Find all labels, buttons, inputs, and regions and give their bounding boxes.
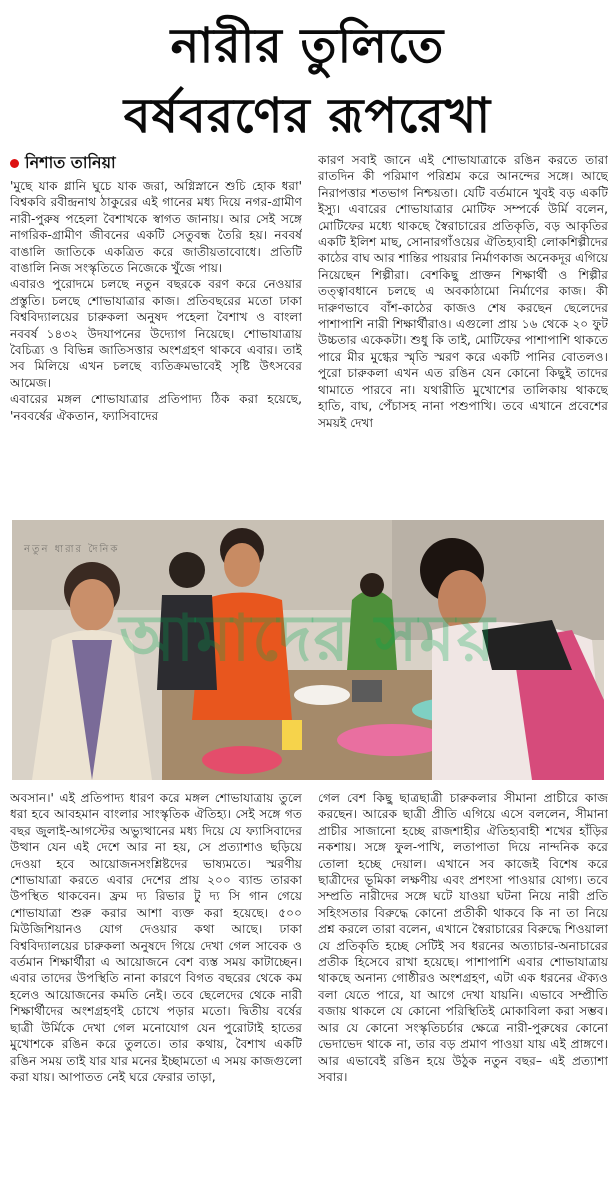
article-photo — [12, 520, 604, 780]
author-name: নিশাত তানিয়া — [25, 153, 116, 172]
article-column-4 — [318, 790, 608, 1186]
article-text-col-1: 'মুছে যাক গ্লানি ঘুচে যাক জরা, অগ্নিস্নানে শুচি হোক ধরা' বিশ্বকবি রবীন্দ্রনাথ ঠাকুরের এই গানের মধ্য দিয়ে নগর-গ্রামীণ নারী-পুরুষ পহেলা বৈশাখকে স্বাগত জানায়। আর সেই সঙ্গে নাগরিক-গ্রামীণ জীবনের একটি সেতুবন্ধ তৈরি হয়। নববর্ষ বাঙালি জাতিকে একত্রিত করে জাতীয়তাবোধে। প্রতিটি বাঙালি নিজ সংস্কৃতিতে নিজেকে খুঁজে পায়। এবারও পুরোদমে চলছে নতুন বছরকে বরণ করে নেওয়ার প্রস্তুতি। চলছে শোভাযাত্রার কাজ। প্রতিবছরের মতো ঢাকা বিশ্ববিদ্যালয়ের চারুকলা অনুষদ পহেলা বৈশাখ ও বাংলা নববর্ষ ১৪৩২ উদযাপনের উদ্যোগ নিয়েছে। শোভাযাত্রায় বৈচিত্র্য ও বিভিন্ন জাতিসত্তার অংশগ্রহণ থাকবে এবার। তাই সব মিলিয়ে এখন চলছে ব্যতিক্রমভাবেই সৃষ্টি উৎসবের আমেজ। এবারের মঙ্গল শোভাযাত্রার প্রতিপাদ্য ঠিক করা হয়েছে, 'নববর্ষের ঐকতান, ফ্যাসিবাদের — [10, 179, 302, 423]
headline-line-2: বর্ষবরণের রূপরেখা — [123, 88, 492, 144]
article-column-1 — [10, 178, 302, 518]
watermark-tagline: নতুন ধারার দৈনিক — [24, 544, 120, 555]
article-column-3 — [10, 790, 302, 1186]
headline-line-1: নারীর তুলিতে — [170, 18, 445, 74]
byline — [10, 150, 116, 177]
newspaper-watermark: আমাদের সময় — [119, 602, 497, 676]
article-text-col-3: অবসান।' এই প্রতিপাদ্য ধারণ করে মঙ্গল শোভাযাত্রায় তুলে ধরা হবে আবহমান বাংলার সাংস্কৃতিক ঐতিহ্য। সেই সঙ্গে গত বছর জুলাই-আগস্টের অভ্যুত্থানের মধ্য দিয়ে যে ফ্যাসিবাদের উত্থান যেন এই দেশে আর না হয়, সে প্রত্যাশাও ছড়িয়ে দেওয়া হবে আয়োজনসংশ্লিষ্টদের ভাষ্যমতে। স্মরণীয় শোভাযাত্রা করতে এবার দেশের প্রায় ২০০ ব্যান্ড তারকা উপস্থিত থাকবেন। ফ্রম দ্য রিভার টু দ্য সি গান গেয়ে শোভাযাত্রা শুরু করার আশা ব্যক্ত করা হয়েছে। ৫০০ মিউজিশিয়ানও যোগ দেওয়ার কথা আছে। ঢাকা বিশ্ববিদ্যালয়ের চারুকলা অনুষদে গিয়ে দেখা গেল সাবেক ও বর্তমান শিক্ষার্থীরা এ আয়োজনে বেশ ব্যস্ত সময় কাটাচ্ছেন। এবার তাদের উপস্থিতি নানা কারণে বিগত বছরের থেকে কম হলেও আয়োজনের কমতি নেই। তবে ছেলেদের থেকে নারী শিক্ষার্থীদের অংশগ্রহণই চোখে পড়ার মতো। দ্বিতীয় বর্ষের ছাত্রী উর্মিকে দেখা গেল মনোযোগ যেন পুরোটাই হাতের মুখোশকে রঙিন করে তুলতে। তার কথায়, বৈশাখ একটি রঙিন সময় তাই যার যার মনের ইচ্ছামতো এ সময় কাজগুলো করা যায়। আপাতত নেই ঘরে ফেরার তাড়া, — [10, 791, 302, 1084]
red-bullet-icon — [10, 159, 19, 168]
article-text-col-2: কারণ সবাই জানে এই শোভাযাত্রাকে রঙিন করতে তারা রাতদিন কী পরিমাণ পরিশ্রম করে আনন্দের সঙ্গে। আছে নিরাপত্তার শতভাগ নিশ্চয়তা। যেটি বর্তমানে খুবই বড় একটি ইস্যু। এবারের শোভাযাত্রার মোটিফ সম্পর্কে উর্মি বলেন, মোটিফের মধ্যে থাকছে স্বৈরাচারের প্রতিকৃতি, বড় আকৃতির একটি ইলিশ মাছ, সোনারগাঁওয়ের ঐতিহ্যবাহী লোকশিল্পীদের কাঠের বাঘ আর শান্তির পায়রার নির্মাণকাজ অনেকদূর এগিয়ে নিয়েছেন শিল্পীরা। বেশকিছু প্রাক্তন শিক্ষার্থী ও শিল্পীর তত্ত্বাবধানে চলছে এ অবকাঠামো নির্মাণের কাজ। কী দারুণভাবে বাঁশ-কাঠের কাজও শেষ করছেন ছেলেদের পাশাপাশি নারী শিক্ষার্থীরাও। এগুলো প্রায় ১৬ থেকে ২০ ফুট উচ্চতার একেকটা। শুধু কি তাই, মোটিফের পাশাপাশি থাকতে পারে মীর মুগ্ধের স্মৃতি স্মরণ করে একটি পানির বোতলও। পুরো চারুকলা এখন এত রঙিন যেন কোনো কিছুই তাদের থামাতে পারবে না। যথারীতি মুখোশের তালিকায় থাকছে হাতি, বাঘ, পেঁচাসহ নানা পশুপাখি। তবে এখানে প্রবেশের সময়ই দেখা — [318, 153, 608, 430]
article-text-col-4: গেল বেশ কিছু ছাত্রছাত্রী চারুকলার সীমানা প্রাচীরে কাজ করছেন। আরেক ছাত্রী প্রীতি এগিয়ে এসে বললেন, সীমানা প্রাচীর সাজানো হচ্ছে রাজশাহীর ঐতিহ্যবাহী শখের হাঁড়ির নকশায়। সঙ্গে ফুল-পাখি, লতাপাতা দিয়ে নান্দনিক করে তোলা হচ্ছে দেয়াল। এখানে সব কাজেই বিশেষ করে ছাত্রীদের ভূমিকা লক্ষণীয় এবং প্রশংসা পাওয়ার যোগ্য। তবে সম্প্রতি নারীদের সঙ্গে ঘটে যাওয়া ঘটনা নিয়ে নারী প্রতি সহিংসতার বিরুদ্ধে কোনো প্রতীকী থাকবে কি না তা নিয়ে প্রশ্ন করলে তারা বলেন, এখানে স্বৈরাচারের বিরুদ্ধে শিওয়ালা যে প্রতিকৃতি হচ্ছে সেটিই সব ধরনের অত্যাচার-অনাচারের প্রতীক হিসেবে রাখা হয়েছে। পাশাপাশি এবার শোভাযাত্রায় থাকছে অনান্য গোষ্ঠীরও অংশগ্রহণ, এটা এক ধরনের ঐক্যও বলা যেতে পারে, যা আগে দেখা যায়নি। এভাবে সম্প্রীতি বজায় থাকলে যে কোনো পরিস্থিতিই মোকাবিলা করা সম্ভব। আর যে কোনো সংস্কৃতিচর্চার ক্ষেত্রে নারী-পুরুষের কোনো ভেদাভেদ থাকে না, তার বড় প্রমাণ পাওয়া যায় এই প্রাঙ্গণে। আর এভাবেই রঙিন হয়ে উঠুক নতুন বছর– এই প্রত্যাশা সবার। — [318, 791, 608, 1084]
article-column-2 — [318, 152, 608, 518]
